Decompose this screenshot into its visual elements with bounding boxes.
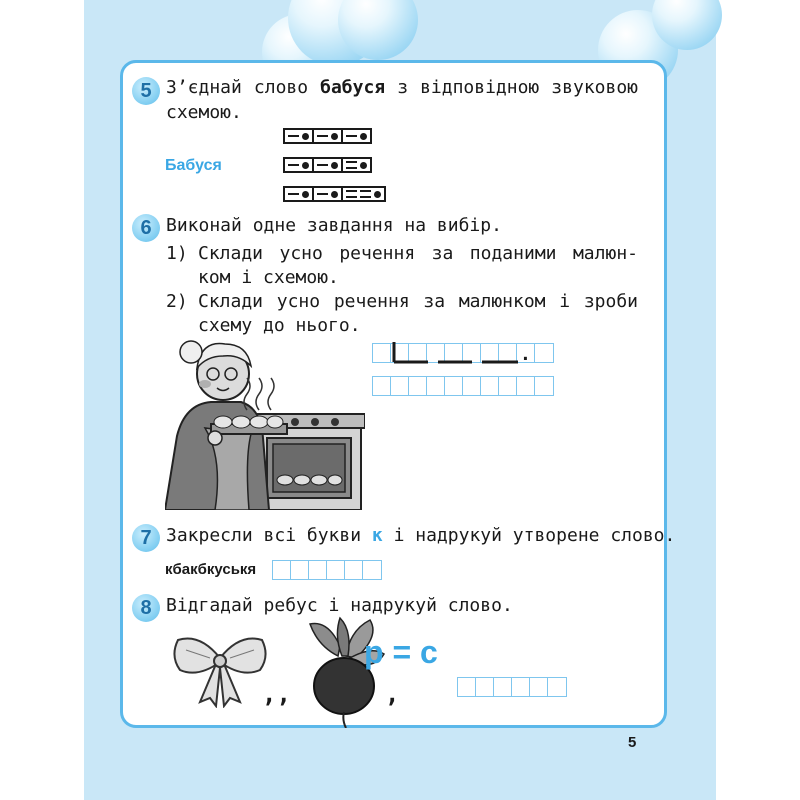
rebus-letter-rule: р = с [364,634,438,670]
task6-opt1-line1: Склади усно речення за поданими малюн- [198,243,638,264]
sound-scheme-option-2[interactable] [283,157,372,173]
task-number-8: 8 [132,594,160,622]
task6-opt1-line2: ком і схемою. [198,267,339,288]
sentence-scheme-period: . [520,344,531,365]
sound-scheme-option-3[interactable] [283,186,386,202]
rebus-comma-1: ,, [262,680,291,708]
task5-bold-word: бабуся [320,77,386,98]
task6-opt2-num: 2) [166,291,188,312]
task7-line1: Закресли всі букви к і надрукуй утворене слово. [166,525,676,546]
task6-opt2-line2: схему до нього. [198,315,361,336]
sentence-scheme-lines [390,340,535,370]
task6-opt1-num: 1) [166,243,188,264]
page-number: 5 [628,734,637,751]
bow-illustration [170,628,270,708]
task-number-6: 6 [132,214,160,242]
sound-scheme-option-1[interactable] [283,128,372,144]
beet-illustration [300,616,386,728]
task7-letters-word: кбакбкуськя [165,561,257,578]
task6-opt2-line1: Склади усно речення за малюнком і зроби [198,291,638,312]
task7-answer-cells[interactable] [272,560,382,580]
grandma-baking-illustration [165,338,365,510]
word-label-babusia[interactable]: Бабуся [165,157,222,174]
task-number-7: 7 [132,524,160,552]
task7-letter: к [371,525,383,546]
task-number-5: 5 [132,77,160,105]
rebus-comma-2: , [385,680,400,708]
sentence-answer-cells[interactable] [372,376,554,396]
task8-answer-cells[interactable] [457,677,567,697]
task5-line1: З’єднай слово бабуся з відповідною звуковою [166,77,639,98]
task8-line1: Відгадай ребус і надрукуй слово. [166,595,513,616]
task5-line2: схемою. [166,102,242,123]
task6-line1: Виконай одне завдання на вибір. [166,215,502,236]
